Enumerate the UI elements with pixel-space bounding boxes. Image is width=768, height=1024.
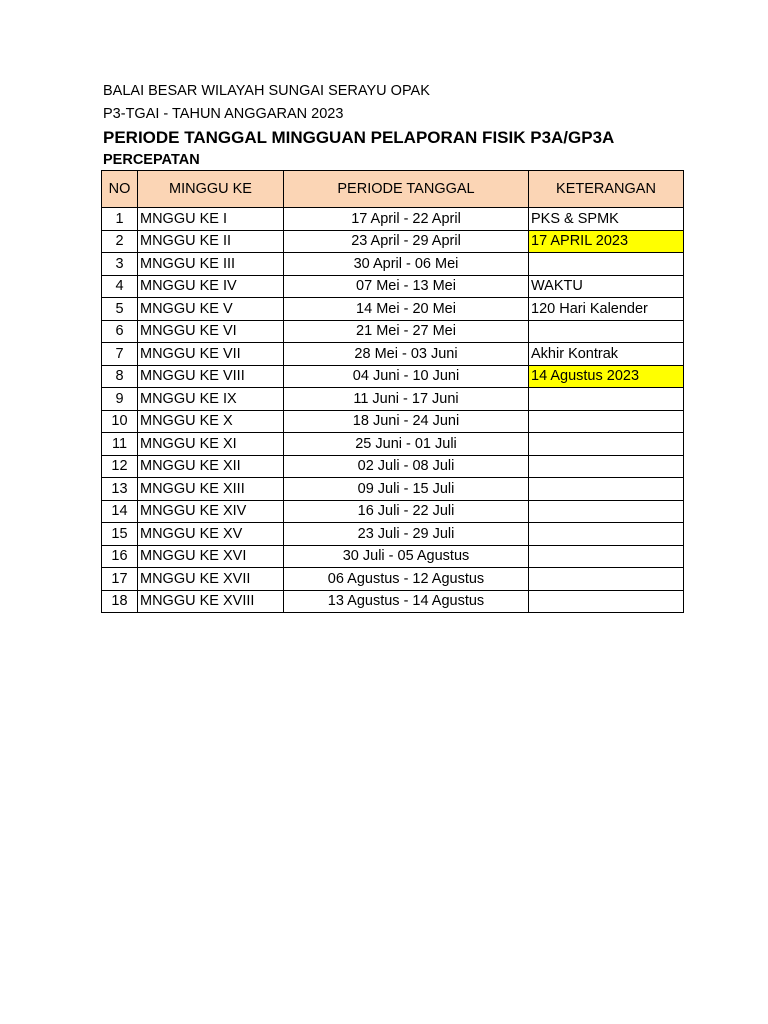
period-cell: 30 April - 06 Mei bbox=[284, 253, 529, 276]
column-header-minggu: MINGGU KE bbox=[138, 171, 284, 208]
week-cell: MNGGU KE XIII bbox=[138, 478, 284, 501]
row-number-cell: 8 bbox=[102, 365, 138, 388]
row-number-cell: 11 bbox=[102, 433, 138, 456]
document-title: PERIODE TANGGAL MINGGUAN PELAPORAN FISIK P3A/GP3A bbox=[103, 128, 615, 147]
table-row bbox=[102, 568, 684, 591]
row-number-cell: 15 bbox=[102, 523, 138, 546]
remark-cell bbox=[529, 410, 684, 433]
period-cell: 09 Juli - 15 Juli bbox=[284, 478, 529, 501]
row-number-cell: 3 bbox=[102, 253, 138, 276]
document-page bbox=[101, 80, 683, 613]
remark-cell bbox=[529, 568, 684, 591]
table-row bbox=[102, 523, 684, 546]
row-number-cell: 17 bbox=[102, 568, 138, 591]
period-cell: 23 April - 29 April bbox=[284, 230, 529, 253]
row-number-cell: 6 bbox=[102, 320, 138, 343]
table-row bbox=[102, 343, 684, 366]
table-body bbox=[102, 208, 684, 613]
table-row bbox=[102, 433, 684, 456]
schedule-table bbox=[101, 170, 684, 613]
column-header-keterangan: KETERANGAN bbox=[529, 171, 684, 208]
week-cell: MNGGU KE V bbox=[138, 298, 284, 321]
week-cell: MNGGU KE I bbox=[138, 208, 284, 231]
remark-cell: 120 Hari Kalender bbox=[529, 298, 684, 321]
week-cell: MNGGU KE IV bbox=[138, 275, 284, 298]
row-number-cell: 12 bbox=[102, 455, 138, 478]
remark-cell bbox=[529, 455, 684, 478]
period-cell: 30 Juli - 05 Agustus bbox=[284, 545, 529, 568]
week-cell: MNGGU KE XVII bbox=[138, 568, 284, 591]
column-header-no: NO bbox=[102, 171, 138, 208]
period-cell: 17 April - 22 April bbox=[284, 208, 529, 231]
period-cell: 13 Agustus - 14 Agustus bbox=[284, 590, 529, 613]
row-number-cell: 14 bbox=[102, 500, 138, 523]
week-cell: MNGGU KE VII bbox=[138, 343, 284, 366]
table-row bbox=[102, 500, 684, 523]
table-row bbox=[102, 365, 684, 388]
document-subtitle: PERCEPATAN bbox=[103, 152, 200, 168]
remark-cell bbox=[529, 590, 684, 613]
week-cell: MNGGU KE VI bbox=[138, 320, 284, 343]
period-cell: 02 Juli - 08 Juli bbox=[284, 455, 529, 478]
period-cell: 14 Mei - 20 Mei bbox=[284, 298, 529, 321]
period-cell: 28 Mei - 03 Juni bbox=[284, 343, 529, 366]
remark-cell: PKS & SPMK bbox=[529, 208, 684, 231]
period-cell: 06 Agustus - 12 Agustus bbox=[284, 568, 529, 591]
table-row bbox=[102, 208, 684, 231]
row-number-cell: 1 bbox=[102, 208, 138, 231]
remark-cell bbox=[529, 433, 684, 456]
remark-cell: Akhir Kontrak bbox=[529, 343, 684, 366]
row-number-cell: 9 bbox=[102, 388, 138, 411]
table-row bbox=[102, 388, 684, 411]
week-cell: MNGGU KE II bbox=[138, 230, 284, 253]
table-row bbox=[102, 275, 684, 298]
org-name: BALAI BESAR WILAYAH SUNGAI SERAYU OPAK bbox=[103, 83, 430, 99]
period-cell: 16 Juli - 22 Juli bbox=[284, 500, 529, 523]
table-row bbox=[102, 455, 684, 478]
row-number-cell: 4 bbox=[102, 275, 138, 298]
table-header-row bbox=[102, 171, 684, 208]
remark-cell bbox=[529, 523, 684, 546]
table-row bbox=[102, 545, 684, 568]
period-cell: 07 Mei - 13 Mei bbox=[284, 275, 529, 298]
week-cell: MNGGU KE XV bbox=[138, 523, 284, 546]
remark-cell bbox=[529, 500, 684, 523]
row-number-cell: 13 bbox=[102, 478, 138, 501]
week-cell: MNGGU KE IX bbox=[138, 388, 284, 411]
remark-cell: 17 APRIL 2023 bbox=[529, 230, 684, 253]
week-cell: MNGGU KE XI bbox=[138, 433, 284, 456]
remark-cell: 14 Agustus 2023 bbox=[529, 365, 684, 388]
table-row bbox=[102, 230, 684, 253]
row-number-cell: 5 bbox=[102, 298, 138, 321]
week-cell: MNGGU KE XVI bbox=[138, 545, 284, 568]
row-number-cell: 18 bbox=[102, 590, 138, 613]
program-year: P3-TGAI - TAHUN ANGGARAN 2023 bbox=[103, 106, 344, 122]
period-cell: 25 Juni - 01 Juli bbox=[284, 433, 529, 456]
period-cell: 23 Juli - 29 Juli bbox=[284, 523, 529, 546]
week-cell: MNGGU KE III bbox=[138, 253, 284, 276]
remark-cell bbox=[529, 478, 684, 501]
period-cell: 21 Mei - 27 Mei bbox=[284, 320, 529, 343]
week-cell: MNGGU KE XIV bbox=[138, 500, 284, 523]
remark-cell bbox=[529, 545, 684, 568]
week-cell: MNGGU KE XII bbox=[138, 455, 284, 478]
table-row bbox=[102, 298, 684, 321]
row-number-cell: 16 bbox=[102, 545, 138, 568]
period-cell: 18 Juni - 24 Juni bbox=[284, 410, 529, 433]
period-cell: 11 Juni - 17 Juni bbox=[284, 388, 529, 411]
table-row bbox=[102, 320, 684, 343]
row-number-cell: 2 bbox=[102, 230, 138, 253]
week-cell: MNGGU KE VIII bbox=[138, 365, 284, 388]
remark-cell bbox=[529, 388, 684, 411]
period-cell: 04 Juni - 10 Juni bbox=[284, 365, 529, 388]
remark-cell: WAKTU bbox=[529, 275, 684, 298]
column-header-periode: PERIODE TANGGAL bbox=[284, 171, 529, 208]
table-row bbox=[102, 253, 684, 276]
table-row bbox=[102, 410, 684, 433]
row-number-cell: 10 bbox=[102, 410, 138, 433]
week-cell: MNGGU KE XVIII bbox=[138, 590, 284, 613]
remark-cell bbox=[529, 253, 684, 276]
week-cell: MNGGU KE X bbox=[138, 410, 284, 433]
table-row bbox=[102, 478, 684, 501]
table-row bbox=[102, 590, 684, 613]
row-number-cell: 7 bbox=[102, 343, 138, 366]
remark-cell bbox=[529, 320, 684, 343]
